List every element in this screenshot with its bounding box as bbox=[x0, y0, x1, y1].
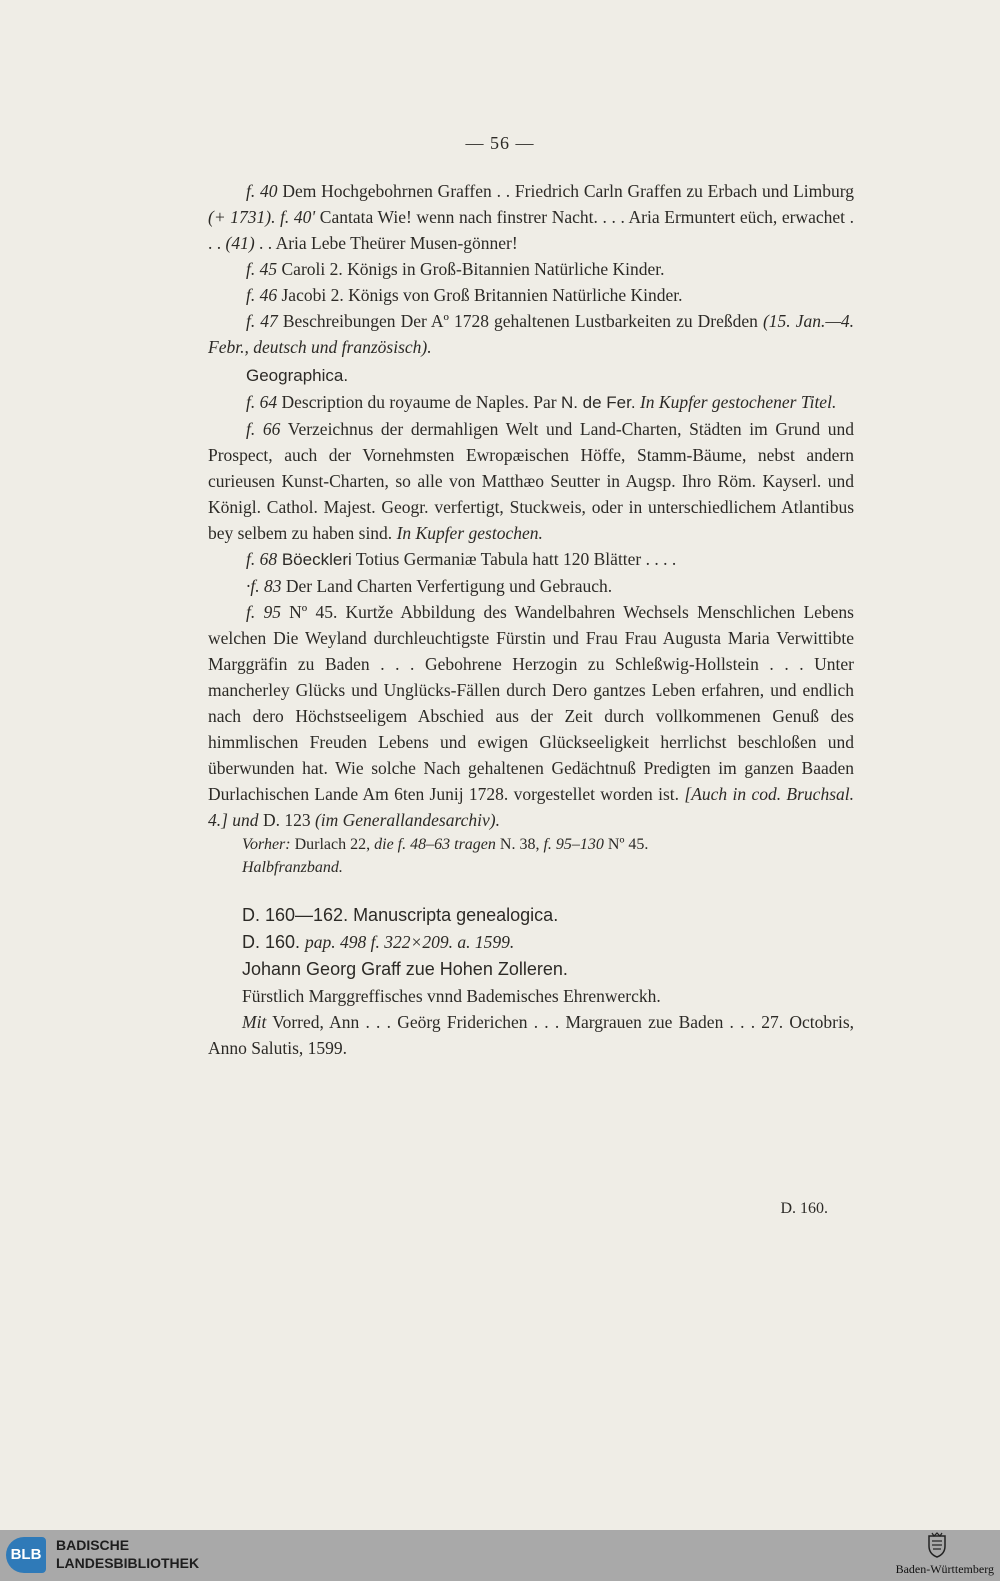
section-heading-geographica: Geographica. bbox=[246, 366, 349, 385]
entry-f46 bbox=[208, 282, 854, 308]
entry-text: Description du royaume de Naples. Par bbox=[277, 392, 561, 412]
entry-text: . . Aria Lebe Theürer Musen-gönner! bbox=[254, 233, 518, 253]
note-text: N. 38, bbox=[495, 836, 544, 853]
binding-note bbox=[208, 833, 854, 856]
entry-text: Nº 45. Kurtže Abbildung des Wandelbahren Wechsels Menschlichen Lebens welchen Die Weyland durchleuchtigste Fürstin und Frau Frau Augusta Maria Verwittibte Marggräfin zu Baden . . . Gebohrene Herzogin zu Schleßwig-Hollstein . . . Unter mancherley Glücks und Unglücks-Fällen durch Dero gantzes Leben erfahren, und endlich nach dero Höchstseeligem Abschied aus der Zeit durch vollkommenen Genuß des himmlischen Freuden Lebens und ewigen Glückseeligkeit herrlichst beschloßen und überwunden hat. Wie solche Nach gehaltenen Gedächtnuß Predigten im ganzen Baaden Durlachischen Lande Am 6ten Junij 1728. vorgestellet worden ist. bbox=[208, 602, 854, 804]
author-name: N. de Fer. bbox=[560, 393, 636, 412]
binding-type: Halbfranzband. bbox=[242, 859, 343, 876]
note-label: Vorher: bbox=[242, 836, 291, 853]
library-name-line2: LANDESBIBLIOTHEK bbox=[56, 1555, 200, 1571]
entry-remark: (15. Jan.—4. Febr., deutsch und französisch). bbox=[208, 311, 855, 357]
entry-text: Totius Germaniæ Tabula hatt 120 Blätter . . . . bbox=[351, 549, 677, 569]
incipit-text: Vorred, Ann . . . Geörg Friderichen . . . Margrauen zue Baden . . . 27. Octobris, Anno Salutis, 1599. bbox=[208, 1012, 854, 1058]
shelfmark: D. 160. bbox=[242, 932, 306, 952]
entry-f66 bbox=[208, 416, 854, 546]
folio-ref: f. 47 bbox=[246, 311, 278, 331]
catalog-heading: D. 160—162. Manuscripta genealogica. bbox=[242, 905, 559, 925]
entry-f45 bbox=[208, 256, 854, 282]
entry-f83 bbox=[208, 573, 854, 599]
entry-text: Jacobi 2. Königs von Groß Britannien Natürliche Kinder. bbox=[277, 285, 683, 305]
entry-remark: In Kupfer gestochen. bbox=[396, 523, 543, 543]
footer-reference: D. 160. bbox=[780, 1200, 828, 1217]
entry-text: Verzeichnus der dermahligen Welt und Land-Charten, Städten im Grund und Prospect, auch der Vornehmsten Ewropæischen Höffe, Stamm-Bäume, nebst andern curieusen Kunst-Charten, so alle von Matthæo Seutter in Augsp. Ihro Röm. Kayserl. und Königl. Cathol. Majest. Geogr. verfertigt, Stuckweis, oder in unterschiedlichem Atlantibus bey selbem zu haben sind. bbox=[208, 419, 854, 543]
author-name: Böeckleri bbox=[277, 550, 352, 569]
folio-ref: f. 64 bbox=[246, 392, 278, 412]
entry-f47 bbox=[208, 308, 854, 360]
note-text: die f. 48–63 tragen bbox=[374, 836, 496, 853]
entry-remark: In Kupfer gestochener Titel. bbox=[635, 392, 837, 412]
state-label: Baden-Württemberg bbox=[895, 1562, 994, 1576]
entry-text: Cantata Wie! wenn nach finstrer Nacht. . . . Aria Ermuntert eüch, erwachet . . . bbox=[208, 207, 854, 253]
catalog-incipit bbox=[208, 1009, 854, 1061]
folio-ref: (+ 1731). f. 40' bbox=[208, 207, 316, 227]
entry-f64 bbox=[208, 389, 854, 416]
physical-description: pap. 498 f. 322×209. a. 1599. bbox=[305, 932, 515, 952]
entry-text: Caroli 2. Königs in Groß-Bitannien Natürliche Kinder. bbox=[277, 259, 665, 279]
note-text: f. 95–130 bbox=[543, 836, 604, 853]
entry-f40 bbox=[208, 178, 854, 256]
catalog-entry-d160 bbox=[208, 929, 854, 955]
entry-remark: [Auch in cod. Bruchsal. 4.] und bbox=[208, 784, 854, 830]
incipit-label: Mit bbox=[242, 1012, 267, 1032]
entry-f95 bbox=[208, 599, 854, 833]
folio-ref: ·f. 83 bbox=[246, 576, 282, 596]
document-body bbox=[208, 178, 854, 1061]
page-number: — 56 — bbox=[465, 133, 535, 153]
folio-ref: f. 66 bbox=[246, 419, 281, 439]
catalog-author: Johann Georg Graff zue Hohen Zolleren. bbox=[242, 959, 568, 979]
folio-ref: f. 95 bbox=[246, 602, 281, 622]
entry-remark: (im Generallandesarchiv). bbox=[314, 810, 500, 830]
coat-of-arms-icon bbox=[927, 1532, 947, 1558]
folio-ref: f. 40 bbox=[246, 181, 278, 201]
entry-text: D. 123 bbox=[258, 810, 315, 830]
folio-ref: f. 68 bbox=[246, 549, 278, 569]
entry-text: Beschreibungen Der Aº 1728 gehaltenen Lustbarkeiten zu Dreßden bbox=[277, 311, 763, 331]
catalog-title: Fürstlich Marggreffisches vnnd Bademisches Ehrenwerckh. bbox=[242, 986, 661, 1006]
folio-ref: f. 45 bbox=[246, 259, 278, 279]
entry-f68 bbox=[208, 546, 854, 573]
note-text: Nº 45. bbox=[603, 836, 649, 853]
entry-text: Dem Hochgebohrnen Graffen . . Friedrich Carln Graffen zu Erbach und Limburg bbox=[277, 181, 854, 201]
library-name[interactable] bbox=[56, 1536, 199, 1572]
entry-text: Der Land Charten Verfertigung und Gebrauch. bbox=[281, 576, 613, 596]
blb-logo-icon[interactable]: BLB bbox=[6, 1537, 46, 1573]
library-name-line1: BADISCHE bbox=[56, 1537, 130, 1553]
library-footer-bar bbox=[0, 1530, 1000, 1581]
folio-ref: f. 46 bbox=[246, 285, 278, 305]
folio-ref: (41) bbox=[225, 233, 255, 253]
note-text: Durlach 22, bbox=[290, 836, 375, 853]
